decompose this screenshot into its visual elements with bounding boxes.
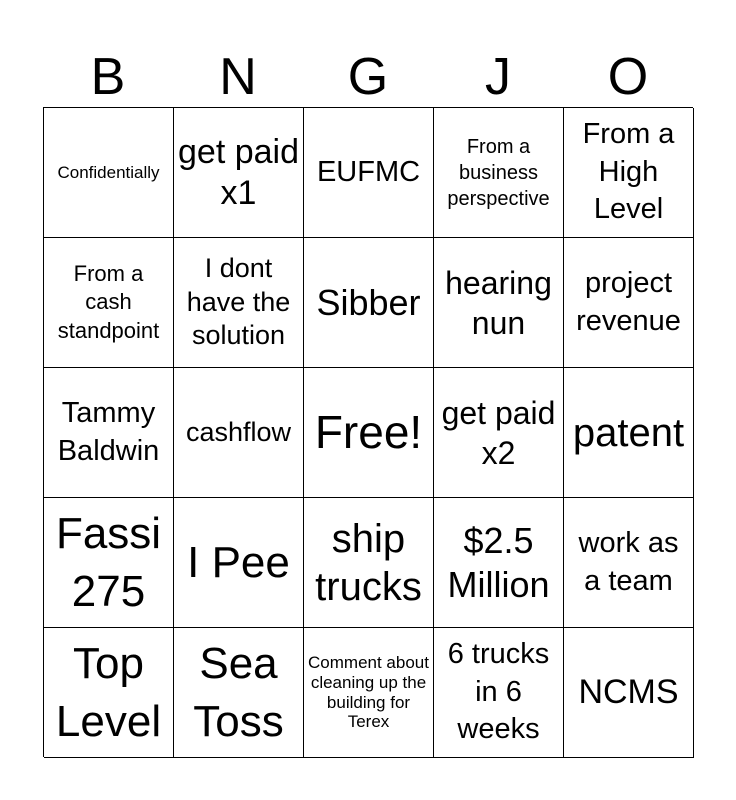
bingo-cell[interactable] xyxy=(434,368,564,498)
bingo-cell[interactable] xyxy=(564,238,694,368)
cell-text: From a business perspective xyxy=(447,135,550,210)
cell-text: Comment about cleaning up the building for Terex xyxy=(308,653,429,732)
bingo-cell[interactable] xyxy=(434,108,564,238)
header-letter-o: O xyxy=(607,48,649,106)
cell-text: Tammy Baldwin xyxy=(57,396,160,467)
bingo-cell[interactable] xyxy=(564,498,694,628)
bingo-cell[interactable] xyxy=(174,498,304,628)
cell-text: project revenue xyxy=(576,266,681,337)
cell-text: Top Level xyxy=(55,639,162,746)
bingo-cell[interactable] xyxy=(434,628,564,758)
cell-text: Fassi 275 xyxy=(55,509,162,616)
cell-text: get paid x2 xyxy=(441,394,556,471)
bingo-cell[interactable] xyxy=(304,108,434,238)
cell-text: From a cash standpoint xyxy=(57,260,160,343)
cell-text: 6 trucks in 6 weeks xyxy=(447,637,550,746)
cell-text: I Pee xyxy=(187,537,290,587)
cell-text: Sea Toss xyxy=(193,639,284,746)
bingo-cell[interactable] xyxy=(174,238,304,368)
bingo-cell[interactable] xyxy=(304,238,434,368)
cell-text: cashflow xyxy=(185,416,292,447)
header-letter-n: N xyxy=(219,48,257,106)
bingo-board xyxy=(43,107,693,757)
bingo-cell[interactable] xyxy=(44,628,174,758)
bingo-cell[interactable] xyxy=(44,368,174,498)
free-space-cell[interactable] xyxy=(304,368,434,498)
cell-text: work as a team xyxy=(578,526,679,597)
header-letter-b: B xyxy=(90,48,126,106)
cell-text: I dont have the solution xyxy=(186,252,291,351)
bingo-cell[interactable] xyxy=(44,498,174,628)
bingo-cell[interactable] xyxy=(174,108,304,238)
free-space-text: Free! xyxy=(314,405,423,458)
cell-text: get paid x1 xyxy=(178,132,299,212)
bingo-cell[interactable] xyxy=(564,108,694,238)
bingo-cell[interactable] xyxy=(434,498,564,628)
bingo-cell[interactable] xyxy=(564,628,694,758)
header-letter-j: J xyxy=(485,48,511,106)
bingo-cell[interactable] xyxy=(174,368,304,498)
cell-text: $2.5 Million xyxy=(447,520,550,605)
cell-text: Sibber xyxy=(316,281,421,323)
bingo-cell[interactable] xyxy=(564,368,694,498)
cell-text: hearing nun xyxy=(445,264,552,341)
cell-text: Confidentially xyxy=(57,162,160,182)
bingo-cell[interactable] xyxy=(304,628,434,758)
cell-text: patent xyxy=(572,410,685,455)
cell-text: NCMS xyxy=(578,673,679,712)
cell-text: EUFMC xyxy=(316,155,421,188)
bingo-cell[interactable] xyxy=(174,628,304,758)
cell-text: ship trucks xyxy=(315,516,422,609)
bingo-header xyxy=(43,48,693,106)
bingo-cell[interactable] xyxy=(44,108,174,238)
bingo-cell[interactable] xyxy=(304,498,434,628)
bingo-cell[interactable] xyxy=(44,238,174,368)
cell-text: From a High Level xyxy=(582,117,675,226)
header-letter-g: G xyxy=(347,48,389,106)
bingo-cell[interactable] xyxy=(434,238,564,368)
